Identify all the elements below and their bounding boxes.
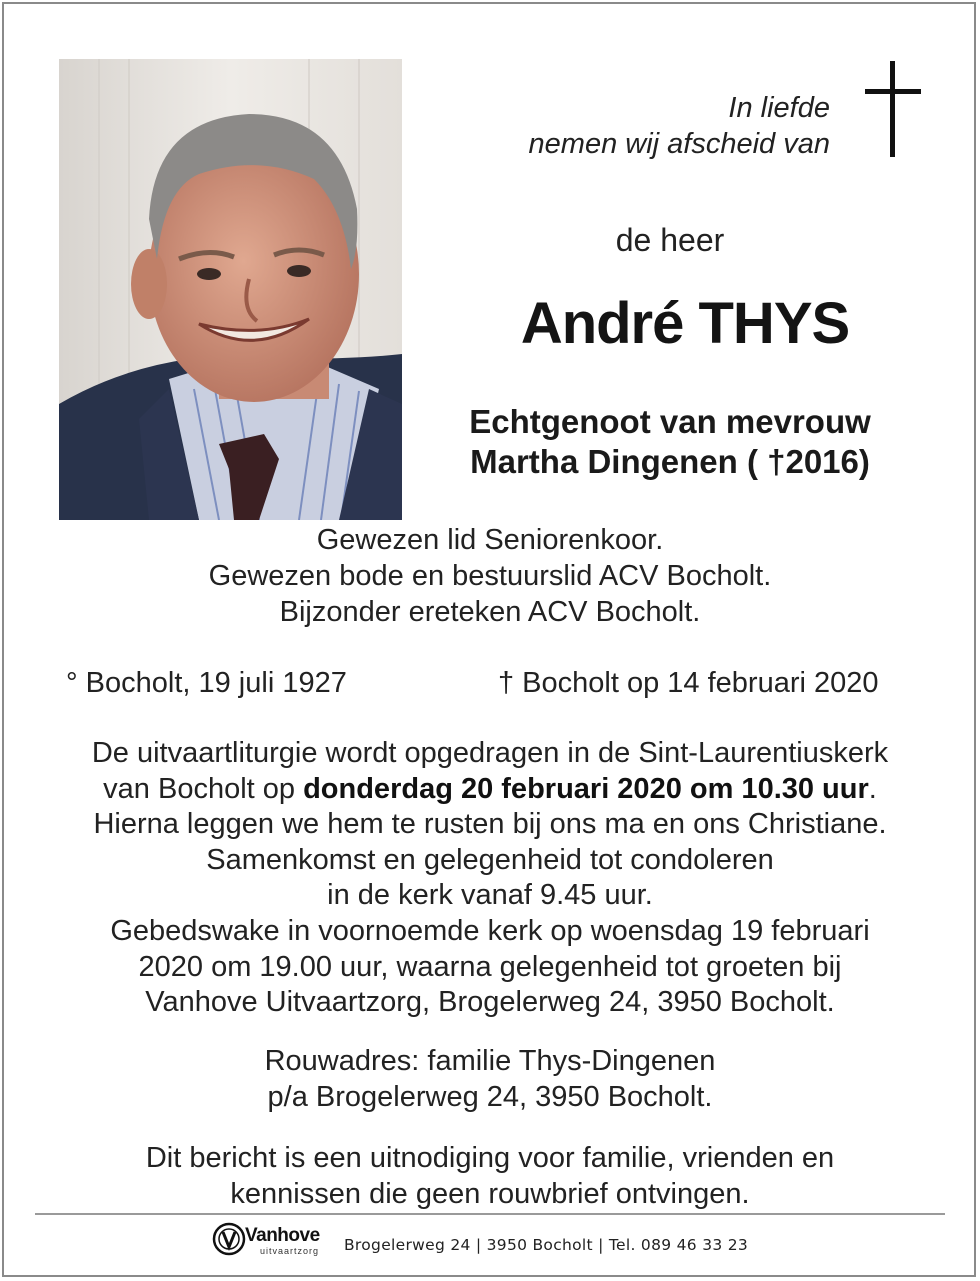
spouse-line-1: Echtgenoot van mevrouw (469, 403, 871, 440)
funeral-line-8: Vanhove Uitvaartzorg, Brogelerweg 24, 3950 Bocholt. (145, 986, 835, 1019)
roles-list (30, 522, 950, 630)
vanhove-logo-icon (212, 1222, 246, 1256)
logo-subtitle: uitvaartzorg (260, 1246, 320, 1256)
cross-icon (865, 61, 921, 157)
logo-brand: Vanhove (245, 1225, 320, 1246)
birth-info: ° Bocholt, 19 juli 1927 (66, 667, 347, 699)
portrait-photo (59, 59, 402, 520)
spouse-info (430, 402, 910, 482)
address-line-2: p/a Brogelerweg 24, 3950 Bocholt. (267, 1081, 713, 1113)
spouse-line-2: Martha Dingenen ( †2016) (470, 443, 870, 480)
funeral-line-1: De uitvaartliturgie wordt opgedragen in de Sint-Laurentiuskerk (91, 737, 889, 769)
invite-line-1: Dit bericht is een uitnodiging voor familie, vrienden en (145, 1142, 835, 1174)
invite-line-2: kennissen die geen rouwbrief ontvingen. (230, 1178, 750, 1210)
role-item: Gewezen lid Seniorenkoor. (316, 524, 664, 556)
honorific: de heer (615, 222, 725, 258)
funeral-line-2-pre: van Bocholt op (103, 772, 304, 805)
funeral-date-time: donderdag 20 februari 2020 om 10.30 uur (303, 772, 869, 805)
intro-text (470, 90, 830, 162)
intro-line-2: nemen wij afscheid van (528, 128, 830, 160)
portrait-illustration (59, 59, 402, 520)
deceased-name: André THYS (520, 291, 850, 356)
intro-line-1: In liefde (728, 92, 830, 124)
funeral-line-2-post: . (868, 772, 877, 805)
death-info: † Bocholt op 14 februari 2020 (498, 667, 879, 699)
role-item: Bijzonder ereteken ACV Bocholt. (279, 596, 701, 628)
footer-divider (35, 1213, 945, 1215)
funeral-details (30, 736, 950, 1021)
funeral-line-4: Samenkomst en gelegenheid tot condoleren (206, 843, 774, 876)
role-item: Gewezen bode en bestuurslid ACV Bocholt. (208, 560, 772, 592)
vanhove-logo (212, 1220, 342, 1260)
invitation-note (30, 1140, 950, 1212)
funeral-line-5: in de kerk vanaf 9.45 uur. (327, 879, 653, 912)
funeral-line-3: Hierna leggen we hem te rusten bij ons ma en ons Christiane. (93, 808, 887, 841)
funeral-line-6: Gebedswake in voornoemde kerk op woensdag 19 februari (110, 914, 870, 947)
footer-contact: Brogelerweg 24 | 3950 Bocholt | Tel. 089 46 33 23 (344, 1236, 749, 1254)
mourning-address (30, 1043, 950, 1115)
funeral-line-2 (30, 772, 950, 808)
funeral-line-7: 2020 om 19.00 uur, waarna gelegenheid tot groeten bij (138, 950, 842, 983)
address-line-1: Rouwadres: familie Thys-Dingenen (264, 1045, 716, 1077)
